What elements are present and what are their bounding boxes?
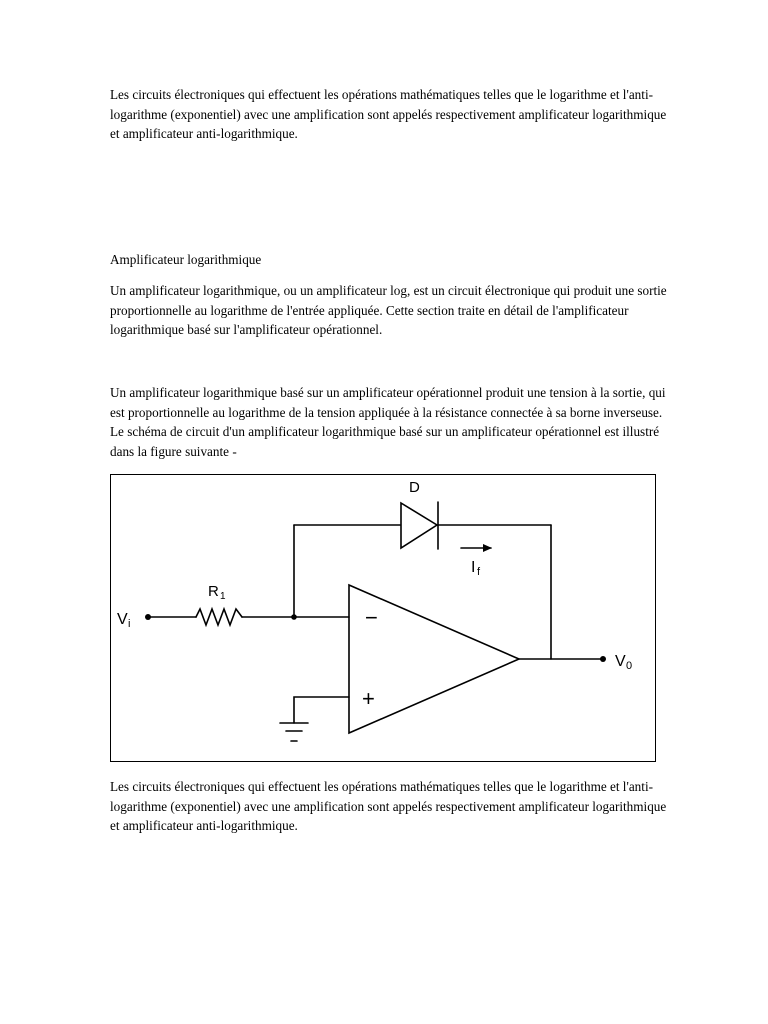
description-paragraph: Un amplificateur logarithmique basé sur un amplificateur opérationnel produit une tension à la sortie, qui est proportionnelle au logarithme de la tension appliquée à la résistance connectée à sa borne inverseuse. Le schéma de circuit d'un amplificateur logarithmique basé sur un amplificateur opérationnel est illustré dans la figure suivante - (110, 385, 666, 459)
junction-dot (291, 614, 297, 620)
current-arrow-head (483, 544, 492, 552)
output-terminal-dot (600, 656, 606, 662)
closing-paragraph: Les circuits électroniques qui effectuent les opérations mathématiques telles que le logarithme et l'anti-logarithme (exponentiel) avec une amplification sont appelés respectivement amplificateur logarithmique et amplificateur anti-logarithmique. (110, 779, 667, 833)
current-subscript: f (477, 566, 481, 578)
diode-d (401, 503, 437, 548)
non-inverting-wire (294, 697, 349, 723)
input-subscript: i (128, 618, 131, 630)
resistor-subscript: 1 (220, 591, 226, 602)
resistor-r1 (196, 609, 242, 625)
resistor-label: R (208, 583, 219, 600)
input-label: V (117, 611, 128, 628)
input-terminal-dot (145, 614, 151, 620)
output-label: V (615, 653, 626, 670)
circuit-diagram (111, 475, 655, 761)
output-subscript: 0 (626, 660, 633, 672)
plus-sign: + (362, 686, 375, 711)
current-label: I (471, 559, 476, 576)
minus-sign: − (365, 605, 378, 630)
diode-label: D (409, 479, 420, 496)
definition-paragraph: Un amplificateur logarithmique, ou un amplificateur log, est un circuit électronique qui produit une sortie proportionnelle au logarithme de l'entrée appliquée. Cette section traite en détail de l'amplificateur logarithmique basé sur l'amplificateur opérationnel. (110, 283, 667, 337)
log-amplifier-circuit-figure (110, 474, 656, 762)
section-heading: Amplificateur logarithmique (110, 252, 262, 267)
intro-paragraph: Les circuits électroniques qui effectuent les opérations mathématiques telles que le logarithme et l'anti-logarithme (exponentiel) avec une amplification sont appelés respectivement amplificateur logarithmique et amplificateur anti-logarithmique. (110, 87, 667, 141)
